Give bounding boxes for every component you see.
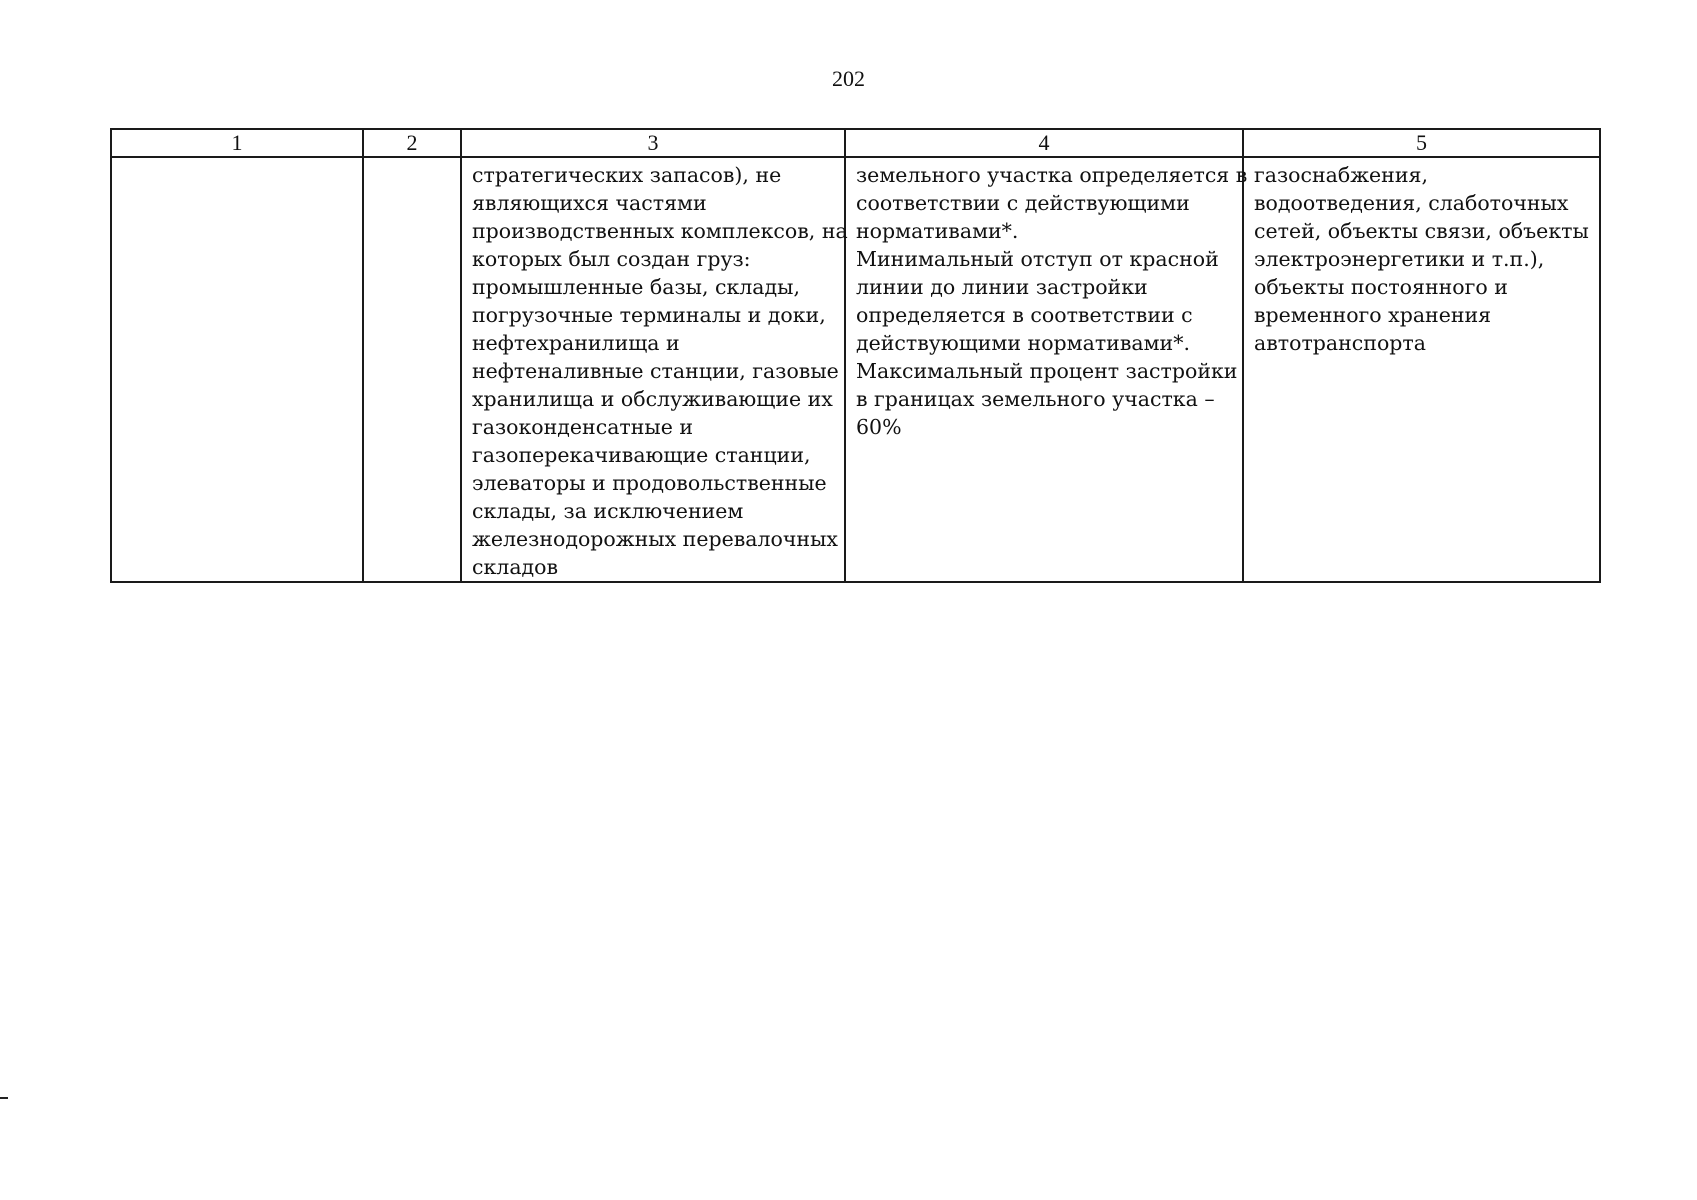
cell-text-line: складов [472,555,559,579]
cell-text-line: стратегических запасов), не [472,163,782,187]
cell-text-line: элеваторы и продовольственные [472,471,827,495]
cell-text-line: производственных комплексов, на [472,219,848,243]
cell-5-text [1244,158,1599,357]
cell-column-2 [363,157,461,582]
cell-text-line: 60% [856,415,902,439]
table-header-row [111,129,1600,157]
cell-text-line: Минимальный отступ от красной [856,247,1219,271]
cell-4-text [846,158,1248,441]
cell-text-line: автотранспорта [1254,331,1426,355]
column-header-3: 3 [461,129,845,157]
cell-text-line: газоперекачивающие станции, [472,443,811,467]
cell-text-line: газоснабжения, [1254,163,1428,187]
cell-text-line: хранилища и обслуживающие их [472,387,833,411]
cell-text-line: определяется в соответствии с [856,303,1193,327]
cell-3-text [462,158,848,581]
cell-text-line: являющихся частями [472,191,707,215]
cell-text-line: нефтеналивные станции, газовые [472,359,839,383]
cell-text-line: линии до линии застройки [856,275,1148,299]
page-number: 202 [832,66,865,91]
cell-column-3 [461,157,848,582]
cell-text-line: электроэнергетики и т.п.), [1254,247,1545,271]
table-row [111,157,1600,582]
cell-text-line: нефтехранилища и [472,331,680,355]
cell-text-line: временного хранения [1254,303,1492,327]
column-header-4: 4 [845,129,1243,157]
cell-text-line: соответствии с действующими [856,191,1190,215]
cell-text-line: которых был создан груз: [472,247,751,271]
cell-text-line: сетей, объекты связи, объекты [1254,219,1589,243]
cell-text-line: объекты постоянного и [1254,275,1508,299]
scan-edge-mark [0,1097,8,1099]
cell-column-4 [845,157,1248,582]
cell-text-line: газоконденсатные и [472,415,694,439]
cell-column-5 [1243,157,1600,582]
cell-text-line: земельного участка определяется в [856,163,1248,187]
cell-text-line: железнодорожных перевалочных [472,527,838,551]
cell-1-text [112,158,362,161]
column-header-5: 5 [1243,129,1600,157]
cell-column-1 [111,157,363,582]
cell-text-line: действующими нормативами*. [856,331,1190,355]
cell-2-text [364,158,460,161]
cell-text-line: промышленные базы, склады, [472,275,800,299]
cell-text-line: в границах земельного участка – [856,387,1215,411]
column-header-1: 1 [111,129,363,157]
cell-text-line: погрузочные терминалы и доки, [472,303,826,327]
cell-text-line: Максимальный процент застройки [856,359,1238,383]
cell-text-line: нормативами*. [856,219,1019,243]
cell-text-line: склады, за исключением [472,499,744,523]
regulations-table [110,128,1601,583]
cell-text-line: водоотведения, слаботочных [1254,191,1569,215]
column-header-2: 2 [363,129,461,157]
